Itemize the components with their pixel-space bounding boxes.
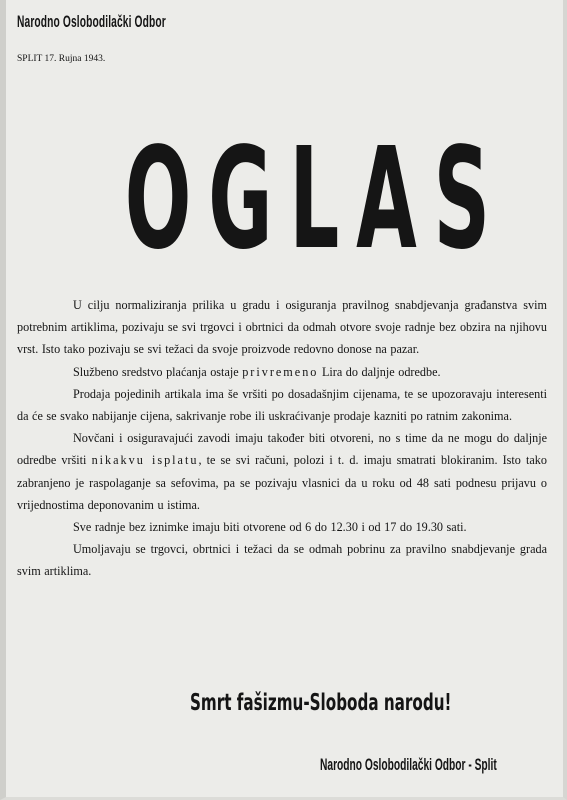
poster-title: OGLAS — [124, 118, 507, 281]
paragraph-3: Prodaja pojedinih artikala ima še vršiti po dosadašnjim cijenama, te se upozoravaju interesenti da će se svako nabijanje cijena, sakrivanje robe ili uskraćivanje prodaje kazniti po ratnim zakonima. — [17, 386, 547, 424]
paragraph-2-start: Službeno sredstvo plaćanja ostaje — [73, 364, 239, 379]
header-organization: Narodno Oslobodilački Odbor — [17, 13, 166, 31]
paragraph-4-emphasis: nikakvu isplatu — [91, 453, 199, 468]
paragraph-1: U cilju normaliziranja prilika u gradu i osiguranja pravilnog snabdjevanja građanstva svim potrebnim artiklima, pozivaju se svi trgovci i obrtnici da odmah otvore svoje radnje bez obzira na njihovu vrst. Isto tako pozivaju se svi težaci da svoje proizvode redovno donose na pazar. — [17, 298, 547, 357]
paragraph-4-start: Novčani i osiguravajući zavodi imaju također biti otvoreni, no s time da ne mogu do daljnje odredbe vršiti — [17, 431, 547, 468]
paragraph-4 — [17, 427, 547, 516]
header-date: SPLIT 17. Rujna 1943. — [17, 54, 106, 64]
paragraph-2-end: Lira do daljnje odredbe. — [321, 364, 441, 379]
paragraph-5: Sve radnje bez iznimke imaju biti otvorene od 6 do 12.30 i od 17 do 19.30 sati. — [73, 520, 467, 535]
announcement-body — [17, 294, 547, 583]
paragraph-4-end: , te se svi računi, polozi i t. d. imaju smatrati blokiranim. Isto tako zabranjeno je raspolaganje sa sefovima, pa se pozivaju vlasnici da u roku od 48 sati podnesu prijavu o vrijednostima deponovanim u istima. — [17, 453, 547, 512]
signature: Narodno Oslobodilački Odbor - Split — [320, 756, 497, 774]
paragraph-2-emphasis: privremeno — [242, 364, 319, 379]
paragraph-2 — [17, 361, 547, 383]
paragraph-6: Umoljavaju se trgovci, obrtnici i težaci da se odmah pobrinu za pravilno snabdjevanje grada svim artiklima. — [17, 542, 547, 579]
slogan: Smrt fašizmu-Sloboda narodu! — [190, 690, 452, 716]
